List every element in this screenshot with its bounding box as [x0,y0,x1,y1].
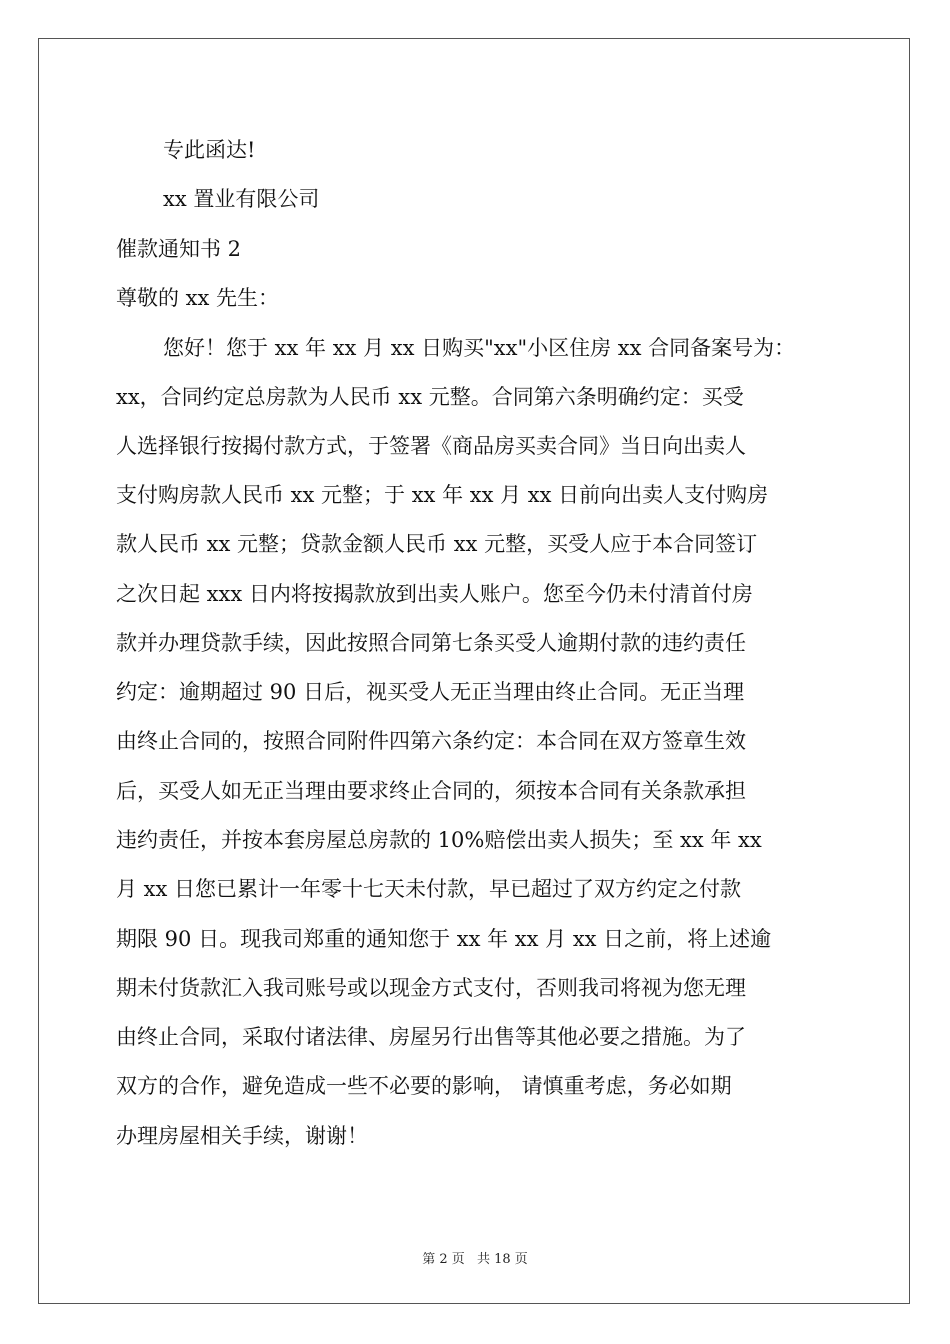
body-line: 由终止合同的，按照合同附件四第六条约定：本合同在双方签章生效 [116,729,746,753]
body-line: 款人民币 xx 元整；贷款金额人民币 xx 元整，买受人应于本合同签订 [116,532,758,556]
closing-line: 专此函达! [163,138,256,162]
body-line: 违约责任，并按本套房屋总房款的 10%赔偿出卖人损失；至 xx 年 xx [116,828,762,852]
letter-heading: 催款通知书 2 [116,237,242,261]
page-number: 第 2 页 [422,1252,465,1267]
body-line: 期限 90 日。现我司郑重的通知您于 xx 年 xx 月 xx 日之前，将上述逾 [116,927,772,951]
body-line: 月 xx 日您已累计一年零十七天未付款，早已超过了双方约定之付款 [116,877,742,901]
body-line: 办理房屋相关手续，谢谢！ [116,1124,368,1148]
page-footer [0,1248,950,1267]
page-total: 共 18 页 [476,1252,528,1267]
body-line: 约定：逾期超过 90 日后，视买受人无正当理由终止合同。无正当理 [116,680,745,704]
salutation: 尊敬的 xx 先生： [116,286,280,310]
body-line: xx，合同约定总房款为人民币 xx 元整。合同第六条明确约定：买受 [116,385,744,409]
body-line: 由终止合同，采取付诸法律、房屋另行出售等其他必要之措施。为了 [116,1025,746,1049]
body-line: 期未付货款汇入我司账号或以现金方式支付，否则我司将视为您无理 [116,976,746,1000]
body-line: 您好！您于 xx 年 xx 月 xx 日购买"xx"小区住房 xx 合同备案号为： [163,336,796,360]
body-line: 支付购房款人民币 xx 元整；于 xx 年 xx 月 xx 日前向出卖人支付购房 [116,483,769,507]
company-signature: xx 置业有限公司 [163,187,320,211]
body-line: 双方的合作，避免造成一些不必要的影响， 请慎重考虑，务必如期 [116,1074,732,1098]
body-line: 之次日起 xxx 日内将按揭款放到出卖人账户。您至今仍未付清首付房 [116,582,753,606]
body-line: 款并办理贷款手续，因此按照合同第七条买受人逾期付款的违约责任 [116,631,746,655]
body-line: 人选择银行按揭付款方式，于签署《商品房买卖合同》当日向出卖人 [116,434,746,458]
body-line: 后，买受人如无正当理由要求终止合同的，须按本合同有关条款承担 [116,779,746,803]
